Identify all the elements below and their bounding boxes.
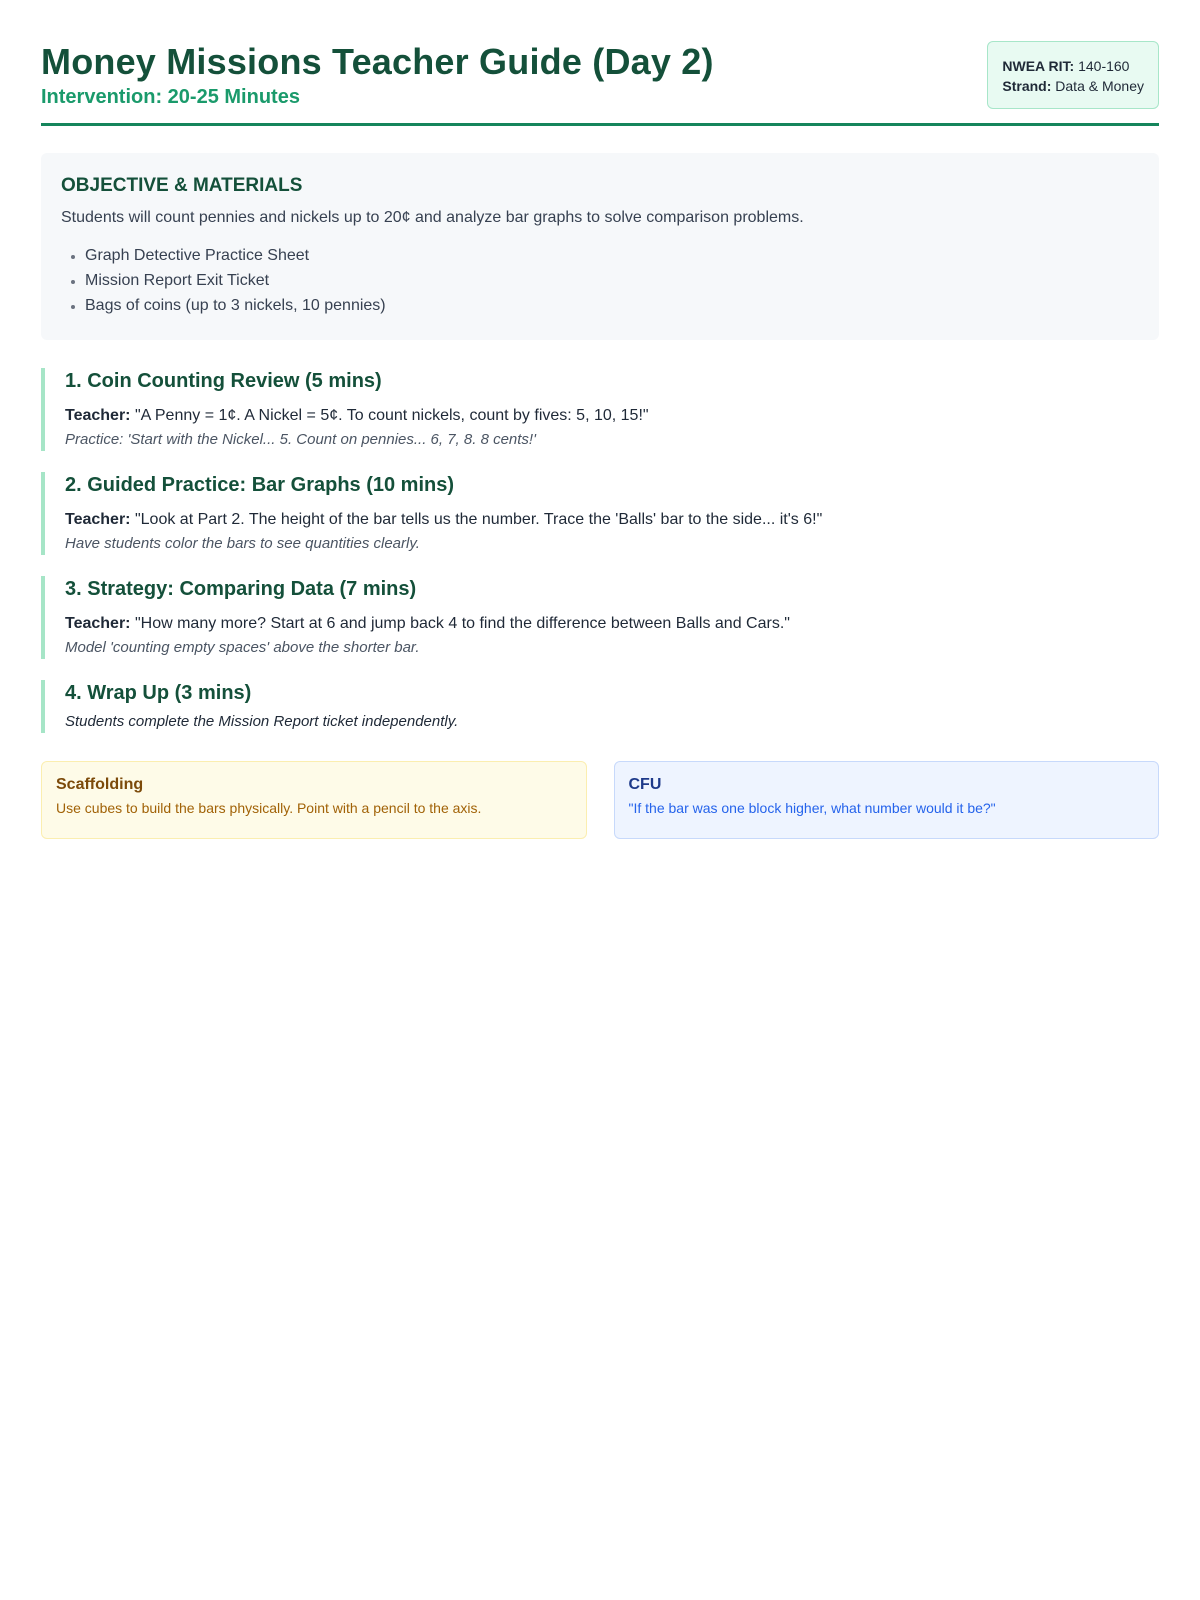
strand-value: Data & Money: [1055, 78, 1144, 94]
section-title: 3. Strategy: Comparing Data (7 mins): [65, 578, 417, 600]
meta-info-box: [987, 41, 1159, 109]
page-header: [41, 40, 1159, 126]
lesson-section-guided-practice: [41, 472, 1159, 555]
section-note: Students complete the Mission Report ticket independently.: [65, 713, 459, 730]
rit-value: 140-160: [1078, 58, 1130, 74]
teacher-script: [65, 612, 1159, 636]
scaffolding-text: Use cubes to build the bars physically. Point with a pencil to the axis.: [56, 800, 482, 816]
section-title: 1. Coin Counting Review (5 mins): [65, 370, 382, 392]
lesson-sections: [41, 368, 1159, 733]
section-note: Practice: 'Start with the Nickel... 5. Count on pennies... 6, 7, 8. 8 cents!': [65, 431, 536, 448]
teacher-label: Teacher:: [65, 615, 131, 632]
scaffolding-box: [41, 761, 587, 839]
teacher-text: "How many more? Start at 6 and jump back 4 to find the difference between Balls and Cars.": [134, 615, 790, 632]
teacher-label: Teacher:: [65, 407, 131, 424]
teacher-label: Teacher:: [65, 511, 131, 528]
rit-row: [1002, 56, 1144, 76]
teacher-text: "A Penny = 1¢. A Nickel = 5¢. To count nickels, count by fives: 5, 10, 15!": [134, 407, 649, 424]
objective-text: Students will count pennies and nickels up to 20¢ and analyze bar graphs to solve comparison problems.: [61, 209, 804, 226]
page-subtitle: Intervention: 20-25 Minutes: [41, 86, 300, 108]
materials-list: [61, 243, 1139, 318]
section-note: Have students color the bars to see quantities clearly.: [65, 535, 420, 552]
support-boxes: [41, 761, 1159, 839]
objective-materials-panel: [41, 153, 1159, 340]
section-title: 4. Wrap Up (3 mins): [65, 682, 252, 704]
lesson-section-coin-review: [41, 368, 1159, 451]
rit-label: NWEA RIT:: [1002, 58, 1075, 74]
teacher-script: [65, 508, 1159, 532]
section-note: Model 'counting empty spaces' above the shorter bar.: [65, 639, 420, 656]
teacher-text: "Look at Part 2. The height of the bar tells us the number. Trace the 'Balls' bar to the side... it's 6!": [134, 511, 823, 528]
materials-item: • Bags of coins (up to 3 nickels, 10 pennies): [85, 293, 1139, 318]
section-title: 2. Guided Practice: Bar Graphs (10 mins): [65, 474, 455, 496]
cfu-text: "If the bar was one block higher, what number would it be?": [628, 800, 996, 816]
page-title: Money Missions Teacher Guide (Day 2): [41, 41, 714, 82]
strand-row: [1002, 76, 1144, 96]
strand-label: Strand:: [1002, 78, 1052, 94]
cfu-heading: CFU: [628, 776, 662, 793]
teacher-script: [65, 404, 1159, 428]
objective-heading: OBJECTIVE & MATERIALS: [61, 175, 303, 196]
materials-item: • Graph Detective Practice Sheet: [85, 243, 1139, 268]
materials-item: • Mission Report Exit Ticket: [85, 268, 1139, 293]
scaffolding-heading: Scaffolding: [56, 776, 144, 793]
title-block: [41, 40, 714, 109]
cfu-box: [614, 761, 1160, 839]
lesson-section-comparing-data: [41, 576, 1159, 659]
lesson-section-wrap-up: [41, 680, 1159, 733]
